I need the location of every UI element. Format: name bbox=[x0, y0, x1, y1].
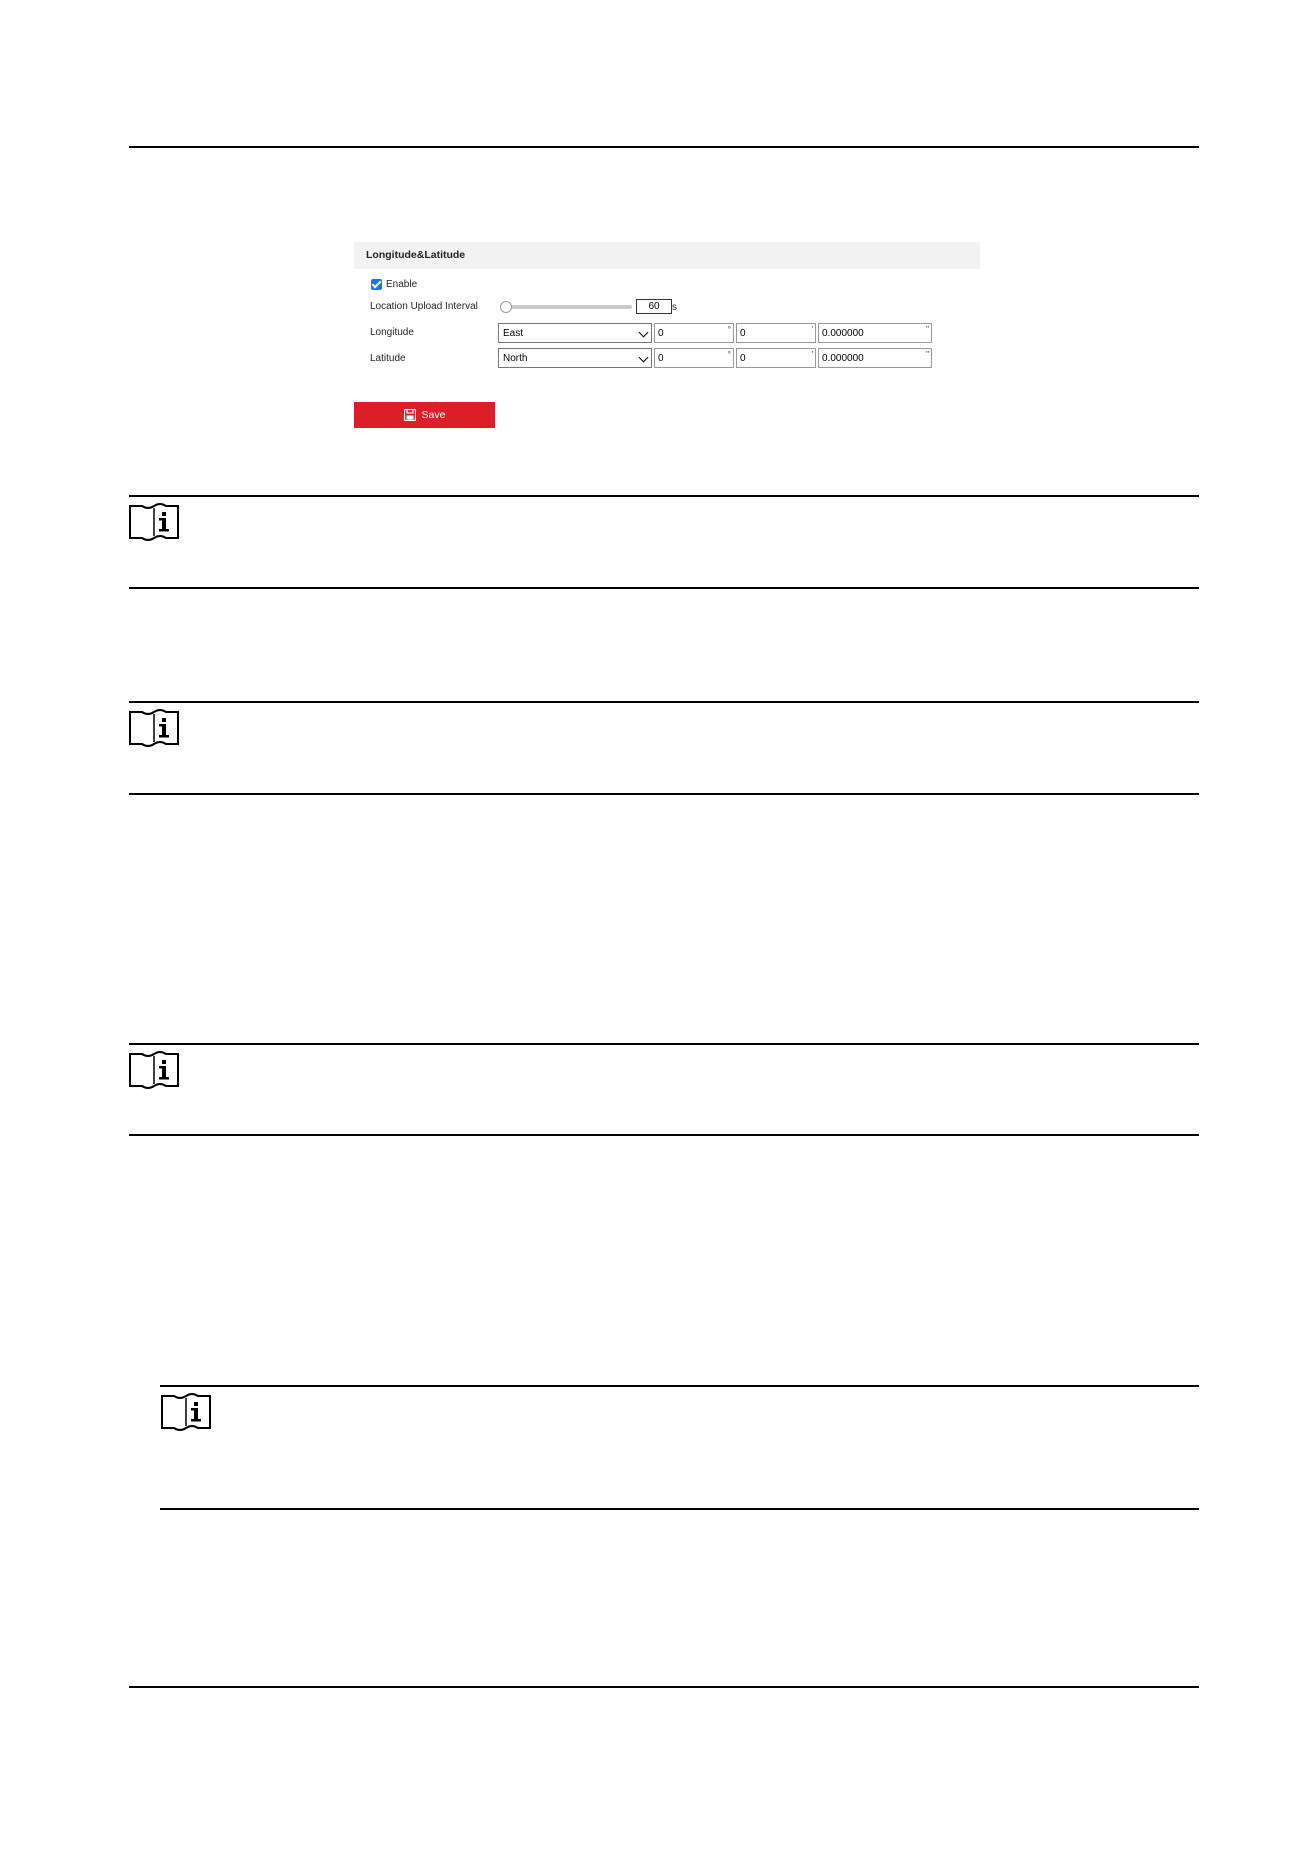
note-icon bbox=[160, 1392, 212, 1432]
minutes-unit: ' bbox=[811, 325, 813, 334]
chevron-down-icon bbox=[639, 353, 649, 363]
latitude-minutes-input[interactable] bbox=[736, 348, 816, 368]
note-bottom-rule bbox=[129, 1134, 1199, 1136]
longitude-direction-select[interactable] bbox=[498, 323, 652, 343]
latitude-seconds-value: 0.000000 bbox=[822, 353, 864, 364]
latitude-direction-value: North bbox=[503, 353, 528, 364]
latitude-minutes-value: 0 bbox=[740, 353, 746, 364]
save-button[interactable] bbox=[354, 402, 495, 428]
note-bottom-rule bbox=[160, 1508, 1199, 1510]
note-icon bbox=[128, 502, 180, 542]
latitude-degrees-input[interactable] bbox=[654, 348, 734, 368]
chevron-down-icon bbox=[639, 328, 649, 338]
note-icon bbox=[128, 708, 180, 748]
note-bottom-rule bbox=[129, 793, 1199, 795]
enable-label: Enable bbox=[386, 278, 418, 290]
save-label: Save bbox=[421, 409, 446, 421]
degrees-unit: ° bbox=[727, 325, 731, 334]
enable-checkbox[interactable] bbox=[371, 279, 382, 290]
note-top-rule bbox=[129, 495, 1199, 497]
panel-title: Longitude&Latitude bbox=[366, 249, 466, 261]
enable-checkbox-row[interactable] bbox=[371, 277, 417, 291]
longitude-degrees-input[interactable] bbox=[654, 323, 734, 343]
note-top-rule bbox=[129, 1043, 1199, 1045]
latitude-seconds-input[interactable] bbox=[818, 348, 932, 368]
note-icon bbox=[128, 1050, 180, 1090]
upload-interval-label: Location Upload Interval bbox=[370, 301, 478, 312]
seconds-unit: " bbox=[926, 325, 929, 334]
degrees-unit: ° bbox=[727, 350, 731, 359]
latitude-direction-select[interactable] bbox=[498, 348, 652, 368]
save-icon bbox=[404, 409, 416, 421]
top-rule bbox=[129, 146, 1199, 148]
longitude-seconds-value: 0.000000 bbox=[822, 328, 864, 339]
longitude-label: Longitude bbox=[370, 327, 414, 338]
slider-thumb[interactable] bbox=[500, 301, 512, 313]
upload-interval-unit: s bbox=[672, 302, 677, 313]
longitude-seconds-input[interactable] bbox=[818, 323, 932, 343]
upload-interval-value[interactable]: 60 bbox=[636, 299, 672, 314]
panel-header bbox=[354, 242, 980, 269]
longitude-minutes-input[interactable] bbox=[736, 323, 816, 343]
footer-rule bbox=[129, 1686, 1199, 1688]
latitude-degrees-value: 0 bbox=[658, 353, 664, 364]
seconds-unit: " bbox=[926, 350, 929, 359]
longitude-minutes-value: 0 bbox=[740, 328, 746, 339]
note-top-rule bbox=[129, 701, 1199, 703]
minutes-unit: ' bbox=[811, 350, 813, 359]
longitude-degrees-value: 0 bbox=[658, 328, 664, 339]
note-top-rule bbox=[160, 1385, 1199, 1387]
longitude-direction-value: East bbox=[503, 328, 524, 339]
upload-interval-slider[interactable] bbox=[502, 305, 632, 309]
latitude-label: Latitude bbox=[370, 353, 406, 364]
note-bottom-rule bbox=[129, 587, 1199, 589]
